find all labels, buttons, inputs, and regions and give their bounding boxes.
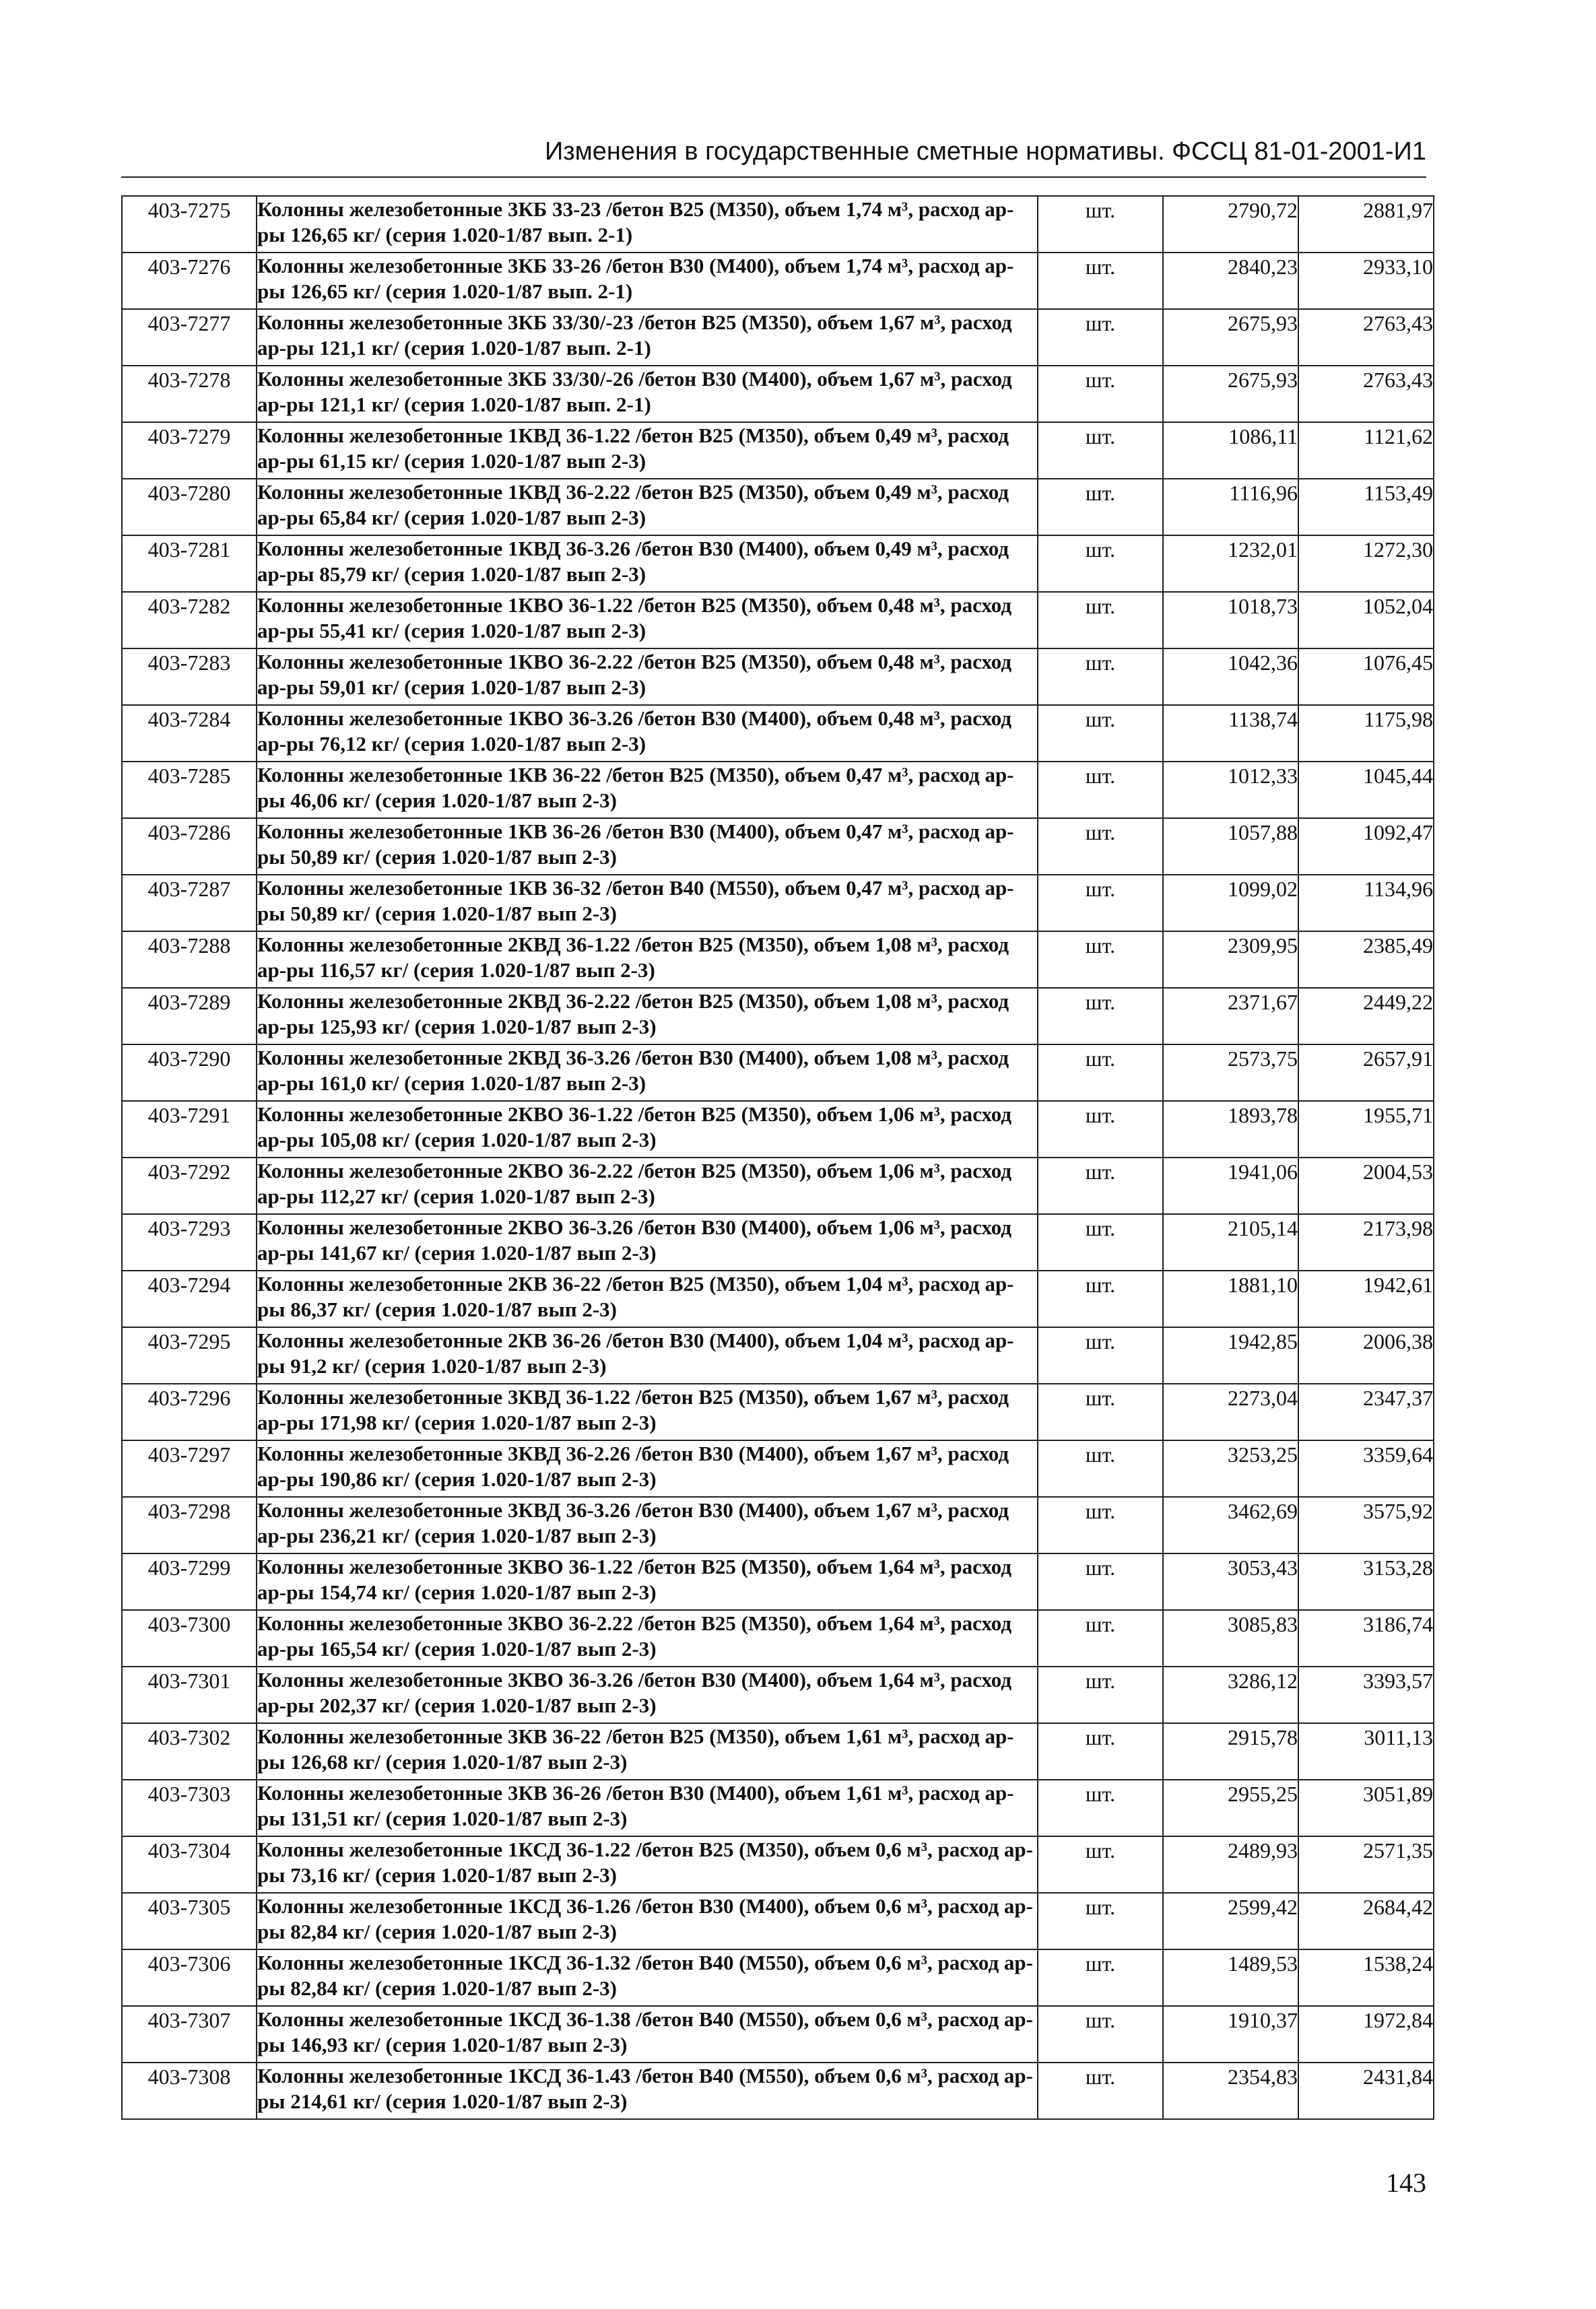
row-price-1: 2675,93	[1163, 366, 1298, 422]
row-unit: шт.	[1038, 1667, 1163, 1723]
row-price-2: 3575,92	[1298, 1497, 1434, 1553]
row-price-2: 1052,04	[1298, 592, 1434, 648]
row-code: 403-7305	[122, 1893, 257, 1949]
row-code: 403-7276	[122, 253, 257, 309]
row-name: Колонны железобетонные 1КСД 36-1.22 /бетон B25 (М350), объем 0,6 м³, расход ар-ры 73,16 кг/ (серия 1.020-1/87 вып 2-3)	[257, 1836, 1038, 1893]
row-name: Колонны железобетонные 1КСД 36-1.43 /бетон B40 (М550), объем 0,6 м³, расход ар-ры 214,61 кг/ (серия 1.020-1/87 вып 2-3)	[257, 2063, 1038, 2119]
row-unit: шт.	[1038, 1949, 1163, 2006]
row-price-2: 2385,49	[1298, 931, 1434, 988]
row-name: Колонны железобетонные 1КСД 36-1.32 /бетон B40 (М550), объем 0,6 м³, расход ар-ры 82,84 кг/ (серия 1.020-1/87 вып 2-3)	[257, 1949, 1038, 2006]
table-row	[122, 1384, 1434, 1440]
row-price-1: 2489,93	[1163, 1836, 1298, 1893]
row-code: 403-7301	[122, 1667, 257, 1723]
row-name: Колонны железобетонные 1КВО 36-2.22 /бетон B25 (М350), объем 0,48 м³, расход ар-ры 59,01 кг/ (серия 1.020-1/87 вып 2-3)	[257, 648, 1038, 705]
row-price-2: 1942,61	[1298, 1271, 1434, 1327]
row-unit: шт.	[1038, 479, 1163, 535]
row-unit: шт.	[1038, 1780, 1163, 1836]
row-price-1: 2354,83	[1163, 2063, 1298, 2119]
row-code: 403-7280	[122, 479, 257, 535]
row-name: Колонны железобетонные 3КВО 36-3.26 /бетон B30 (М400), объем 1,64 м³, расход ар-ры 202,37 кг/ (серия 1.020-1/87 вып 2-3)	[257, 1667, 1038, 1723]
row-unit: шт.	[1038, 1723, 1163, 1780]
table-row	[122, 1497, 1434, 1553]
table-row	[122, 1893, 1434, 1949]
row-unit: шт.	[1038, 1384, 1163, 1440]
table-row	[122, 648, 1434, 705]
table-row	[122, 309, 1434, 366]
table-row	[122, 1214, 1434, 1271]
row-name: Колонны железобетонные 2КВД 36-1.22 /бетон B25 (М350), объем 1,08 м³, расход ар-ры 116,57 кг/ (серия 1.020-1/87 вып 2-3)	[257, 931, 1038, 988]
row-price-1: 1116,96	[1163, 479, 1298, 535]
row-name: Колонны железобетонные 1КСД 36-1.38 /бетон B40 (М550), объем 0,6 м³, расход ар-ры 146,93 кг/ (серия 1.020-1/87 вып 2-3)	[257, 2006, 1038, 2063]
row-unit: шт.	[1038, 1271, 1163, 1327]
row-unit: шт.	[1038, 1101, 1163, 1158]
row-price-1: 3085,83	[1163, 1610, 1298, 1667]
row-price-1: 1893,78	[1163, 1101, 1298, 1158]
row-unit: шт.	[1038, 931, 1163, 988]
row-price-1: 1018,73	[1163, 592, 1298, 648]
row-price-2: 3186,74	[1298, 1610, 1434, 1667]
row-price-1: 2955,25	[1163, 1780, 1298, 1836]
row-code: 403-7288	[122, 931, 257, 988]
row-price-2: 1972,84	[1298, 2006, 1434, 2063]
price-table	[121, 195, 1434, 2120]
row-code: 403-7302	[122, 1723, 257, 1780]
table-row	[122, 1780, 1434, 1836]
row-name: Колонны железобетонные 3КБ 33/30/-23 /бетон B25 (М350), объем 1,67 м³, расход ар-ры 121,1 кг/ (серия 1.020-1/87 вып. 2-1)	[257, 309, 1038, 366]
row-code: 403-7275	[122, 196, 257, 253]
row-name: Колонны железобетонные 3КВО 36-1.22 /бетон B25 (М350), объем 1,64 м³, расход ар-ры 154,74 кг/ (серия 1.020-1/87 вып 2-3)	[257, 1553, 1038, 1610]
table-row	[122, 1271, 1434, 1327]
row-name: Колонны железобетонные 1КВ 36-22 /бетон B25 (М350), объем 0,47 м³, расход ар-ры 46,06 кг/ (серия 1.020-1/87 вып 2-3)	[257, 762, 1038, 818]
table-row	[122, 2006, 1434, 2063]
table-row	[122, 1949, 1434, 2006]
table-row	[122, 1327, 1434, 1384]
row-price-2: 1092,47	[1298, 818, 1434, 875]
row-code: 403-7284	[122, 705, 257, 762]
row-name: Колонны железобетонные 1КВ 36-26 /бетон B30 (М400), объем 0,47 м³, расход ар-ры 50,89 кг/ (серия 1.020-1/87 вып 2-3)	[257, 818, 1038, 875]
row-name: Колонны железобетонные 3КБ 33-26 /бетон B30 (М400), объем 1,74 м³, расход ар-ры 126,65 кг/ (серия 1.020-1/87 вып. 2-1)	[257, 253, 1038, 309]
row-code: 403-7291	[122, 1101, 257, 1158]
row-name: Колонны железобетонные 2КВД 36-2.22 /бетон B25 (М350), объем 1,08 м³, расход ар-ры 125,93 кг/ (серия 1.020-1/87 вып 2-3)	[257, 988, 1038, 1044]
row-name: Колонны железобетонные 3КВД 36-2.26 /бетон B30 (М400), объем 1,67 м³, расход ар-ры 190,86 кг/ (серия 1.020-1/87 вып 2-3)	[257, 1440, 1038, 1497]
row-code: 403-7295	[122, 1327, 257, 1384]
row-price-2: 2571,35	[1298, 1836, 1434, 1893]
row-code: 403-7300	[122, 1610, 257, 1667]
row-name: Колонны железобетонные 3КБ 33/30/-26 /бетон B30 (М400), объем 1,67 м³, расход ар-ры 121,1 кг/ (серия 1.020-1/87 вып. 2-1)	[257, 366, 1038, 422]
row-unit: шт.	[1038, 1214, 1163, 1271]
row-code: 403-7278	[122, 366, 257, 422]
row-name: Колонны железобетонные 1КВО 36-1.22 /бетон B25 (М350), объем 0,48 м³, расход ар-ры 55,41 кг/ (серия 1.020-1/87 вып 2-3)	[257, 592, 1038, 648]
row-name: Колонны железобетонные 3КВ 36-22 /бетон B25 (М350), объем 1,61 м³, расход ар-ры 126,68 кг/ (серия 1.020-1/87 вып 2-3)	[257, 1723, 1038, 1780]
row-name: Колонны железобетонные 3КВО 36-2.22 /бетон B25 (М350), объем 1,64 м³, расход ар-ры 165,54 кг/ (серия 1.020-1/87 вып 2-3)	[257, 1610, 1038, 1667]
row-price-2: 2684,42	[1298, 1893, 1434, 1949]
row-price-1: 2675,93	[1163, 309, 1298, 366]
row-price-2: 3153,28	[1298, 1553, 1434, 1610]
row-price-2: 1134,96	[1298, 875, 1434, 931]
row-price-1: 2273,04	[1163, 1384, 1298, 1440]
row-price-2: 3051,89	[1298, 1780, 1434, 1836]
row-code: 403-7286	[122, 818, 257, 875]
row-price-1: 2573,75	[1163, 1044, 1298, 1101]
row-unit: шт.	[1038, 705, 1163, 762]
row-name: Колонны железобетонные 1КВД 36-3.26 /бетон B30 (М400), объем 0,49 м³, расход ар-ры 85,79 кг/ (серия 1.020-1/87 вып 2-3)	[257, 535, 1038, 592]
row-name: Колонны железобетонные 2КВ 36-22 /бетон B25 (М350), объем 1,04 м³, расход ар-ры 86,37 кг/ (серия 1.020-1/87 вып 2-3)	[257, 1271, 1038, 1327]
header-title: Изменения в государственные сметные нормативы. ФССЦ 81-01-2001-И1	[544, 137, 1426, 166]
row-unit: шт.	[1038, 1893, 1163, 1949]
row-unit: шт.	[1038, 1158, 1163, 1214]
row-code: 403-7292	[122, 1158, 257, 1214]
row-price-2: 1076,45	[1298, 648, 1434, 705]
row-name: Колонны железобетонные 3КБ 33-23 /бетон B25 (М350), объем 1,74 м³, расход ар-ры 126,65 кг/ (серия 1.020-1/87 вып. 2-1)	[257, 196, 1038, 253]
row-code: 403-7298	[122, 1497, 257, 1553]
row-price-1: 1232,01	[1163, 535, 1298, 592]
table-row	[122, 2063, 1434, 2119]
row-unit: шт.	[1038, 422, 1163, 479]
row-price-1: 3053,43	[1163, 1553, 1298, 1610]
row-price-1: 1942,85	[1163, 1327, 1298, 1384]
table-row	[122, 988, 1434, 1044]
row-price-2: 2347,37	[1298, 1384, 1434, 1440]
row-unit: шт.	[1038, 253, 1163, 309]
row-price-1: 3286,12	[1163, 1667, 1298, 1723]
row-price-2: 1955,71	[1298, 1101, 1434, 1158]
row-code: 403-7279	[122, 422, 257, 479]
row-code: 403-7297	[122, 1440, 257, 1497]
row-price-1: 2105,14	[1163, 1214, 1298, 1271]
row-price-2: 3393,57	[1298, 1667, 1434, 1723]
row-price-2: 3359,64	[1298, 1440, 1434, 1497]
row-price-1: 1138,74	[1163, 705, 1298, 762]
row-name: Колонны железобетонные 2КВО 36-3.26 /бетон B30 (М400), объем 1,06 м³, расход ар-ры 141,67 кг/ (серия 1.020-1/87 вып 2-3)	[257, 1214, 1038, 1271]
row-price-1: 1941,06	[1163, 1158, 1298, 1214]
table-row	[122, 1101, 1434, 1158]
table-row	[122, 762, 1434, 818]
row-unit: шт.	[1038, 2006, 1163, 2063]
table-row	[122, 196, 1434, 253]
row-unit: шт.	[1038, 366, 1163, 422]
row-unit: шт.	[1038, 1440, 1163, 1497]
row-name: Колонны железобетонные 3КВД 36-3.26 /бетон B30 (М400), объем 1,67 м³, расход ар-ры 236,21 кг/ (серия 1.020-1/87 вып 2-3)	[257, 1497, 1038, 1553]
table-row	[122, 875, 1434, 931]
row-code: 403-7308	[122, 2063, 257, 2119]
row-name: Колонны железобетонные 1КВ 36-32 /бетон B40 (М550), объем 0,47 м³, расход ар-ры 50,89 кг/ (серия 1.020-1/87 вып 2-3)	[257, 875, 1038, 931]
row-price-1: 1489,53	[1163, 1949, 1298, 2006]
row-price-2: 2881,97	[1298, 196, 1434, 253]
row-price-2: 3011,13	[1298, 1723, 1434, 1780]
row-price-2: 2933,10	[1298, 253, 1434, 309]
row-price-2: 2449,22	[1298, 988, 1434, 1044]
row-unit: шт.	[1038, 762, 1163, 818]
row-unit: шт.	[1038, 1327, 1163, 1384]
page-header	[121, 132, 1426, 178]
row-price-1: 2371,67	[1163, 988, 1298, 1044]
row-name: Колонны железобетонные 1КВО 36-3.26 /бетон B30 (М400), объем 0,48 м³, расход ар-ры 76,12 кг/ (серия 1.020-1/87 вып 2-3)	[257, 705, 1038, 762]
row-code: 403-7287	[122, 875, 257, 931]
row-price-1: 1881,10	[1163, 1271, 1298, 1327]
table-row	[122, 479, 1434, 535]
row-price-1: 3462,69	[1163, 1497, 1298, 1553]
row-unit: шт.	[1038, 875, 1163, 931]
row-unit: шт.	[1038, 1553, 1163, 1610]
row-code: 403-7303	[122, 1780, 257, 1836]
row-unit: шт.	[1038, 818, 1163, 875]
row-price-1: 1042,36	[1163, 648, 1298, 705]
row-code: 403-7281	[122, 535, 257, 592]
table-row	[122, 1667, 1434, 1723]
row-unit: шт.	[1038, 1836, 1163, 1893]
row-price-1: 1099,02	[1163, 875, 1298, 931]
row-unit: шт.	[1038, 2063, 1163, 2119]
table-row	[122, 1836, 1434, 1893]
row-name: Колонны железобетонные 1КСД 36-1.26 /бетон B30 (М400), объем 0,6 м³, расход ар-ры 82,84 кг/ (серия 1.020-1/87 вып 2-3)	[257, 1893, 1038, 1949]
row-name: Колонны железобетонные 3КВ 36-26 /бетон B30 (М400), объем 1,61 м³, расход ар-ры 131,51 кг/ (серия 1.020-1/87 вып 2-3)	[257, 1780, 1038, 1836]
row-name: Колонны железобетонные 2КВД 36-3.26 /бетон B30 (М400), объем 1,08 м³, расход ар-ры 161,0 кг/ (серия 1.020-1/87 вып 2-3)	[257, 1044, 1038, 1101]
table-row	[122, 1553, 1434, 1610]
row-unit: шт.	[1038, 988, 1163, 1044]
table-row	[122, 818, 1434, 875]
page-number: 143	[1386, 2168, 1426, 2198]
table-row	[122, 253, 1434, 309]
row-price-2: 2006,38	[1298, 1327, 1434, 1384]
row-code: 403-7299	[122, 1553, 257, 1610]
row-code: 403-7296	[122, 1384, 257, 1440]
row-price-2: 1121,62	[1298, 422, 1434, 479]
table-row	[122, 931, 1434, 988]
row-code: 403-7285	[122, 762, 257, 818]
row-price-2: 1045,44	[1298, 762, 1434, 818]
table-row	[122, 1044, 1434, 1101]
table-row	[122, 422, 1434, 479]
table-row	[122, 366, 1434, 422]
row-price-1: 1012,33	[1163, 762, 1298, 818]
table-row	[122, 1158, 1434, 1214]
row-name: Колонны железобетонные 2КВО 36-2.22 /бетон B25 (М350), объем 1,06 м³, расход ар-ры 112,27 кг/ (серия 1.020-1/87 вып 2-3)	[257, 1158, 1038, 1214]
row-code: 403-7307	[122, 2006, 257, 2063]
row-unit: шт.	[1038, 592, 1163, 648]
table-row	[122, 535, 1434, 592]
row-price-1: 1910,37	[1163, 2006, 1298, 2063]
row-name: Колонны железобетонные 1КВД 36-2.22 /бетон B25 (М350), объем 0,49 м³, расход ар-ры 65,84 кг/ (серия 1.020-1/87 вып 2-3)	[257, 479, 1038, 535]
row-price-1: 2309,95	[1163, 931, 1298, 988]
row-name: Колонны железобетонные 1КВД 36-1.22 /бетон B25 (М350), объем 0,49 м³, расход ар-ры 61,15 кг/ (серия 1.020-1/87 вып 2-3)	[257, 422, 1038, 479]
row-name: Колонны железобетонные 2КВО 36-1.22 /бетон B25 (М350), объем 1,06 м³, расход ар-ры 105,08 кг/ (серия 1.020-1/87 вып 2-3)	[257, 1101, 1038, 1158]
row-price-2: 2004,53	[1298, 1158, 1434, 1214]
row-price-2: 1272,30	[1298, 535, 1434, 592]
row-price-1: 2599,42	[1163, 1893, 1298, 1949]
row-name: Колонны железобетонные 2КВ 36-26 /бетон B30 (М400), объем 1,04 м³, расход ар-ры 91,2 кг/ (серия 1.020-1/87 вып 2-3)	[257, 1327, 1038, 1384]
table-row	[122, 705, 1434, 762]
row-code: 403-7293	[122, 1214, 257, 1271]
row-unit: шт.	[1038, 535, 1163, 592]
row-price-2: 1153,49	[1298, 479, 1434, 535]
row-unit: шт.	[1038, 1610, 1163, 1667]
row-price-1: 2915,78	[1163, 1723, 1298, 1780]
table-row	[122, 1440, 1434, 1497]
row-price-1: 1086,11	[1163, 422, 1298, 479]
table-row	[122, 1723, 1434, 1780]
row-code: 403-7290	[122, 1044, 257, 1101]
row-price-2: 2173,98	[1298, 1214, 1434, 1271]
row-code: 403-7294	[122, 1271, 257, 1327]
row-price-2: 2763,43	[1298, 309, 1434, 366]
row-code: 403-7282	[122, 592, 257, 648]
row-price-1: 3253,25	[1163, 1440, 1298, 1497]
row-unit: шт.	[1038, 1497, 1163, 1553]
row-unit: шт.	[1038, 196, 1163, 253]
row-code: 403-7283	[122, 648, 257, 705]
row-price-1: 2790,72	[1163, 196, 1298, 253]
row-unit: шт.	[1038, 648, 1163, 705]
row-price-2: 2431,84	[1298, 2063, 1434, 2119]
row-price-2: 1175,98	[1298, 705, 1434, 762]
row-unit: шт.	[1038, 309, 1163, 366]
row-unit: шт.	[1038, 1044, 1163, 1101]
row-code: 403-7304	[122, 1836, 257, 1893]
row-code: 403-7306	[122, 1949, 257, 2006]
row-code: 403-7277	[122, 309, 257, 366]
row-price-1: 1057,88	[1163, 818, 1298, 875]
row-price-2: 1538,24	[1298, 1949, 1434, 2006]
row-price-2: 2763,43	[1298, 366, 1434, 422]
row-code: 403-7289	[122, 988, 257, 1044]
table-row	[122, 1610, 1434, 1667]
table-row	[122, 592, 1434, 648]
row-price-2: 2657,91	[1298, 1044, 1434, 1101]
row-name: Колонны железобетонные 3КВД 36-1.22 /бетон B25 (М350), объем 1,67 м³, расход ар-ры 171,98 кг/ (серия 1.020-1/87 вып 2-3)	[257, 1384, 1038, 1440]
row-price-1: 2840,23	[1163, 253, 1298, 309]
